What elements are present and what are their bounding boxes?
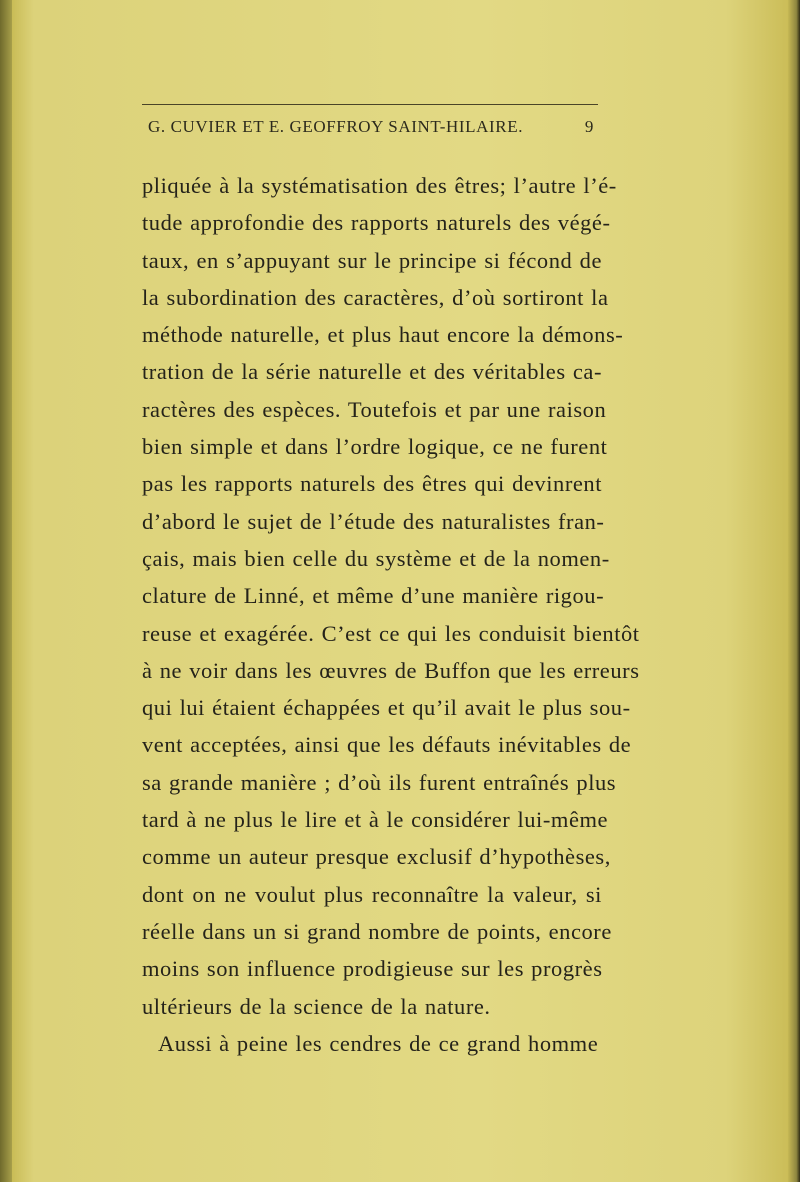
header-rule: [142, 104, 598, 105]
page-right-edge: [788, 0, 800, 1182]
running-title: G. CUVIER ET E. GEOFFROY SAINT-HILAIRE.: [148, 117, 524, 136]
page-left-edge: [0, 0, 12, 1182]
text-line: pliquée à la systématisation des êtres; l’autre l’é-: [142, 173, 617, 198]
text-line: comme un auteur presque exclusif d’hypothèses,: [142, 844, 611, 870]
text-line: sa grande manière ; d’où ils furent entraînés plus: [142, 769, 617, 795]
paragraph-end-line: ultérieurs de la science de la nature.: [142, 993, 491, 1019]
body-text: [142, 167, 640, 1062]
text-line: moins son influence prodigieuse sur les progrès: [142, 956, 603, 982]
paragraph-start-line: Aussi à peine les cendres de ce grand homme: [158, 1030, 599, 1056]
text-line: vent acceptées, ainsi que les défauts inévitables de: [142, 732, 632, 758]
text-line: tard à ne plus le lire et à le considérer lui-même: [142, 807, 609, 833]
text-line: reuse et exagérée. C’est ce qui les conduisit bientôt: [142, 620, 640, 646]
text-line: la subordination des caractères, d’où sortiront la: [142, 284, 609, 310]
running-head: [142, 117, 598, 141]
text-line: d’abord le sujet de l’étude des naturalistes fran-: [142, 508, 605, 534]
text-line: réelle dans un si grand nombre de points, encore: [142, 918, 612, 944]
text-line: clature de Linné, et même d’une manière rigou-: [142, 583, 605, 609]
page-number: 9: [584, 117, 594, 136]
text-line: bien simple et dans l’ordre logique, ce ne furent: [142, 434, 608, 460]
text-line: méthode naturelle, et plus haut encore la démons-: [142, 322, 624, 348]
text-line: ractères des espèces. Toutefois et par une raison: [142, 396, 607, 422]
text-line: pas les rapports naturels des êtres qui devinrent: [142, 471, 602, 497]
text-line: à ne voir dans les œuvres de Buffon que les erreurs: [142, 657, 640, 683]
text-line: dont on ne voulut plus reconnaître la valeur, si: [142, 881, 602, 907]
text-line: tration de la série naturelle et des véritables ca-: [142, 359, 602, 385]
text-line: taux, en s’appuyant sur le principe si fécond de: [142, 247, 602, 273]
text-line: qui lui étaient échappées et qu’il avait le plus sou-: [142, 695, 631, 721]
text-line: tude approfondie des rapports naturels des végé-: [142, 210, 611, 236]
text-line: çais, mais bien celle du système et de la nomen-: [142, 545, 610, 571]
